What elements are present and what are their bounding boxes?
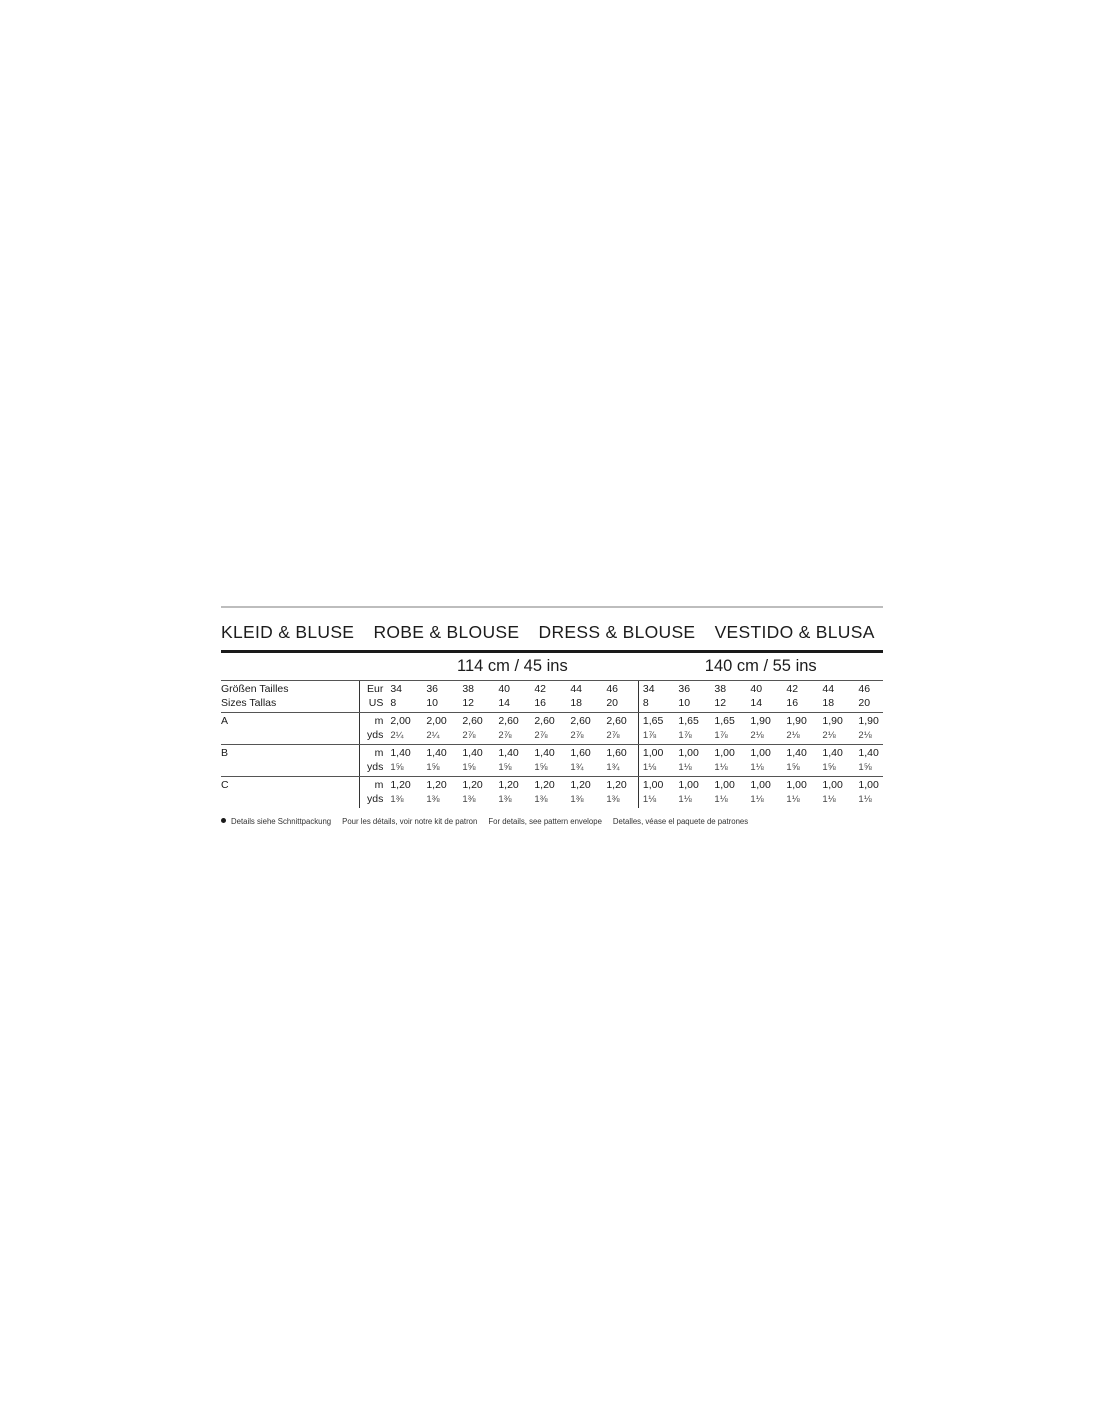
unit-label: m <box>360 777 386 793</box>
table-cell: 2⅞ <box>602 729 638 745</box>
table-cell: 1,90 <box>822 715 843 727</box>
unit-label: US <box>360 697 386 713</box>
row-label: C <box>221 779 229 791</box>
table-cell: 1⅛ <box>746 761 782 777</box>
table-cell: 2⅞ <box>566 729 602 745</box>
table-cell: 36 <box>426 683 439 695</box>
table-cell: 1⅝ <box>782 761 818 777</box>
table-cell: 1⅜ <box>390 793 404 805</box>
table-cell: 1⅛ <box>750 793 764 805</box>
size-row-us <box>221 697 883 713</box>
bullet-icon <box>221 818 226 823</box>
table-cell: 1⅛ <box>858 793 872 805</box>
table-cell: 38 <box>714 683 727 695</box>
table-cell: 14 <box>494 697 530 713</box>
table-cell: 36 <box>678 683 691 695</box>
table-cell: 2,00 <box>426 715 447 727</box>
row-label: B <box>221 747 229 759</box>
garment-title <box>221 622 883 643</box>
table-cell: 1⅛ <box>710 761 746 777</box>
table-cell: 1,65 <box>714 715 735 727</box>
table-cell: 1,00 <box>786 779 807 791</box>
table-cell: 16 <box>530 697 566 713</box>
unit-label: m <box>360 713 386 729</box>
table-cell: 40 <box>498 683 511 695</box>
table-cell: 1,40 <box>534 747 555 759</box>
fabric-width-header <box>221 653 883 681</box>
unit-label: yds <box>360 729 386 745</box>
view-b-yards-row <box>221 761 883 777</box>
table-cell: 1,20 <box>534 779 555 791</box>
table-cell: 2⅛ <box>818 729 854 745</box>
table-cell: 2,60 <box>534 715 555 727</box>
table-cell: 40 <box>750 683 763 695</box>
title-german: KLEID & BLUSE <box>221 622 355 642</box>
table-cell: 2,60 <box>462 715 483 727</box>
footnote-french: Pour les détails, voir notre kit de patron <box>342 817 478 826</box>
table-cell: 1,00 <box>714 779 735 791</box>
unit-label: m <box>360 745 386 761</box>
table-cell: 1,65 <box>678 715 699 727</box>
title-english: DRESS & BLOUSE <box>538 622 696 642</box>
table-cell: 46 <box>606 683 619 695</box>
table-cell: 1,00 <box>638 745 674 761</box>
table-cell: 1⅜ <box>570 793 584 805</box>
view-c-yards-row <box>221 793 883 809</box>
table-cell: 1,00 <box>750 779 771 791</box>
table-cell: 20 <box>602 697 638 713</box>
table-cell: 46 <box>858 683 871 695</box>
table-cell: 1,40 <box>498 747 519 759</box>
table-cell: 1⅛ <box>638 761 674 777</box>
view-a-meters-row <box>221 713 883 729</box>
table-cell: 1,20 <box>498 779 519 791</box>
footnote-german: Details siehe Schnittpackung <box>231 817 332 826</box>
table-cell: 1⅝ <box>458 761 494 777</box>
table-cell: 1,90 <box>786 715 807 727</box>
table-cell: 10 <box>422 697 458 713</box>
table-cell: 12 <box>710 697 746 713</box>
table-cell: 1⅜ <box>534 793 548 805</box>
table-cell: 1,65 <box>638 713 674 729</box>
table-cell: 1,20 <box>390 779 411 791</box>
table-cell: 14 <box>746 697 782 713</box>
table-cell: 38 <box>462 683 475 695</box>
table-cell: 1⅜ <box>498 793 512 805</box>
table-cell: 1⅜ <box>426 793 440 805</box>
table-cell: 1⅞ <box>674 729 710 745</box>
table-cell: 1,00 <box>714 747 735 759</box>
row-label: Sizes Tallas <box>221 697 360 713</box>
title-french: ROBE & BLOUSE <box>373 622 520 642</box>
table-cell: 1,40 <box>390 747 411 759</box>
table-cell: 1,00 <box>638 777 674 793</box>
table-cell: 1,90 <box>858 715 879 727</box>
top-divider <box>221 606 883 608</box>
table-cell: 2⅛ <box>746 729 782 745</box>
table-cell: 2¼ <box>386 729 422 745</box>
table-cell: 2,60 <box>606 715 627 727</box>
table-cell: 34 <box>390 683 403 695</box>
row-label <box>221 761 360 777</box>
table-cell: 1⅛ <box>678 793 692 805</box>
row-label: A <box>221 715 229 727</box>
table-cell: 1¾ <box>566 761 602 777</box>
row-label <box>221 793 360 809</box>
table-cell: 8 <box>386 697 422 713</box>
table-cell: 10 <box>674 697 710 713</box>
view-c-meters-row <box>221 777 883 793</box>
table-cell: 44 <box>822 683 835 695</box>
table-cell: 1,20 <box>462 779 483 791</box>
table-cell: 44 <box>570 683 583 695</box>
footnote-english: For details, see pattern envelope <box>488 817 602 826</box>
table-cell: 1,20 <box>606 779 627 791</box>
title-spanish: VESTIDO & BLUSA <box>714 622 875 642</box>
view-a-yards-row <box>221 729 883 745</box>
table-cell: 1,40 <box>462 747 483 759</box>
table-cell: 1,00 <box>678 747 699 759</box>
table-cell: 1,40 <box>426 747 447 759</box>
table-cell: 1,00 <box>822 779 843 791</box>
table-cell: 1⅝ <box>386 761 422 777</box>
table-cell: 2⅞ <box>458 729 494 745</box>
table-cell: 42 <box>786 683 799 695</box>
table-cell: 1⅝ <box>494 761 530 777</box>
table-cell: 34 <box>638 681 674 697</box>
view-b-meters-row <box>221 745 883 761</box>
table-cell: 1⅜ <box>606 793 620 805</box>
table-cell: 1⅛ <box>822 793 836 805</box>
table-cell: 2⅛ <box>854 729 883 745</box>
table-cell: 42 <box>534 683 547 695</box>
table-cell: 1,90 <box>750 715 771 727</box>
table-cell: 1,60 <box>606 747 627 759</box>
table-cell: 16 <box>782 697 818 713</box>
fabric-width-140: 140 cm / 55 ins <box>638 653 883 681</box>
table-cell: 2,60 <box>498 715 519 727</box>
footnote-spanish: Detalles, véase el paquete de patrones <box>612 817 749 826</box>
table-cell: 1⅛ <box>674 761 710 777</box>
table-cell: 12 <box>458 697 494 713</box>
unit-label: yds <box>360 793 386 809</box>
table-cell: 2,00 <box>390 715 411 727</box>
table-cell: 1,00 <box>750 747 771 759</box>
table-cell: 1⅛ <box>638 793 674 809</box>
table-cell: 1⅝ <box>422 761 458 777</box>
row-label <box>221 729 360 745</box>
table-cell: 1⅞ <box>710 729 746 745</box>
table-cell: 18 <box>566 697 602 713</box>
table-cell: 1⅛ <box>786 793 800 805</box>
table-cell: 1,00 <box>678 779 699 791</box>
size-row-eur <box>221 681 883 697</box>
table-cell: 1⅝ <box>854 761 883 777</box>
table-cell: 1,40 <box>822 747 843 759</box>
footnote <box>221 817 883 826</box>
yardage-table <box>221 653 883 808</box>
unit-label: yds <box>360 761 386 777</box>
table-cell: 1,20 <box>426 779 447 791</box>
unit-label: Eur <box>360 681 386 697</box>
table-cell: 1,40 <box>858 747 879 759</box>
table-cell: 2,60 <box>570 715 591 727</box>
table-cell: 1⅞ <box>638 729 674 745</box>
table-cell: 20 <box>854 697 883 713</box>
table-cell: 1⅛ <box>714 793 728 805</box>
fabric-width-114: 114 cm / 45 ins <box>386 653 638 681</box>
table-cell: 1,60 <box>570 747 591 759</box>
table-cell: 1⅝ <box>818 761 854 777</box>
row-label: Größen Tailles <box>221 683 289 695</box>
table-cell: 2⅞ <box>530 729 566 745</box>
table-cell: 2⅞ <box>494 729 530 745</box>
table-cell: 2¼ <box>422 729 458 745</box>
table-cell: 1,20 <box>570 779 591 791</box>
table-cell: 1,00 <box>858 779 879 791</box>
table-cell: 1⅜ <box>462 793 476 805</box>
table-cell: 1,40 <box>786 747 807 759</box>
fabric-requirements-sheet <box>221 606 883 826</box>
table-cell: 1⅝ <box>530 761 566 777</box>
table-cell: 2⅛ <box>782 729 818 745</box>
table-cell: 18 <box>818 697 854 713</box>
table-cell: 1¾ <box>602 761 638 777</box>
table-cell: 8 <box>638 697 674 713</box>
